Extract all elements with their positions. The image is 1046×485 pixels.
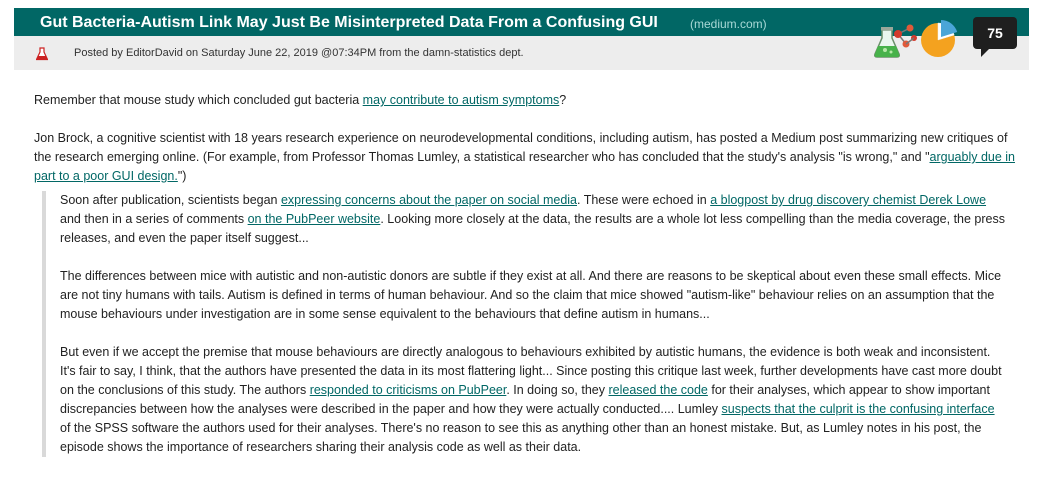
link-released-code[interactable]: released the code xyxy=(608,383,708,397)
story-paragraph-intro xyxy=(34,91,1024,110)
paragraph-text: ? xyxy=(559,93,567,107)
quote-paragraph-1 xyxy=(60,191,1005,248)
paragraph-text: But even if we accept the premise that mouse behaviours are directly analogous to behaviours exhibited by autistic humans, the evidence is both weak and inconsistent. It's fair to say, I think, that the authors have presented the data in its most flattering light... Since posting this critique last week, further developments have cast more doubt on the conclusions of this study. The authors xyxy=(60,345,1002,397)
flask-icon xyxy=(36,47,48,61)
blockquote xyxy=(42,191,1006,457)
paragraph-text: of the SPSS software the authors used for their analyses. There's no reason to see this as anything other than an honest mistake. But, as Lumley notes in his post, the episode shows the importance of researchers sharing their analysis code as well as their data. xyxy=(60,421,982,454)
story-title[interactable]: Gut Bacteria-Autism Link May Just Be Misinterpreted Data From a Confusing GUI xyxy=(40,14,658,31)
paragraph-text: ") xyxy=(177,169,187,183)
paragraph-text: . In doing so, they xyxy=(506,383,609,397)
link-poor-gui-design[interactable]: arguably due in part to a poor GUI design. xyxy=(34,150,1015,183)
paragraph-text: . Looking more closely at the data, the results are a whole lot less compelling than the media coverage, the press releases, and even the paper itself suggest... xyxy=(60,212,1005,245)
story-source[interactable]: (medium.com) xyxy=(690,17,767,31)
paragraph-text: Jon Brock, a cognitive scientist with 18 years research experience on neurodevelopmental conditions, including autism, has posted a Medium post summarizing new critiques of the research emerging online. (For example, from Professor Thomas Lumley, a statistical researcher who has concluded that the study's analysis "is wrong," and " xyxy=(34,131,1008,164)
comment-count-bubble[interactable] xyxy=(973,17,1017,49)
story-byline: Posted by EditorDavid on Saturday June 22, 2019 @07:34PM from the damn-statistics dept. xyxy=(74,47,524,59)
paragraph-text: . These were echoed in xyxy=(577,193,711,207)
link-pubpeer-website[interactable]: on the PubPeer website xyxy=(247,212,381,226)
quote-paragraph-2 xyxy=(60,267,1005,324)
link-confusing-interface[interactable]: suspects that the culprit is the confusing interface xyxy=(721,402,995,416)
link-responded-on-pubpeer[interactable]: responded to criticisms on PubPeer xyxy=(309,383,507,397)
comment-count: 75 xyxy=(987,25,1003,41)
paragraph-text: for their analyses, which appear to show important discrepancies between how the analyses were described in the paper and how they were actually conducted.... Lumley xyxy=(60,383,990,416)
paragraph-text: The differences between mice with autistic and non-autistic donors are subtle if they exist at all. And there are reasons to be skeptical about even these small effects. Mice are not tiny humans with tails. Autism is defined in terms of human behaviour. And so the claim that mice showed "autism-like" behaviour relies on an assumption that the mouse behaviours under investigation are in some sense equivalent to the behaviours that define autism in humans... xyxy=(60,269,1002,321)
story-paragraph-summary xyxy=(34,129,1024,186)
topic-science-icon[interactable] xyxy=(872,16,918,60)
link-derek-lowe-blogpost[interactable]: a blogpost by drug discovery chemist Derek Lowe xyxy=(710,193,987,207)
link-autism-symptoms[interactable]: may contribute to autism symptoms xyxy=(362,93,560,107)
paragraph-text: Soon after publication, scientists began xyxy=(60,193,281,207)
pie-chart-icon[interactable] xyxy=(918,18,958,58)
link-social-media-concerns[interactable]: expressing concerns about the paper on social media xyxy=(280,193,577,207)
paragraph-text: and then in a series of comments xyxy=(60,212,248,226)
quote-paragraph-3 xyxy=(60,343,1005,457)
paragraph-text: Remember that mouse study which concluded gut bacteria xyxy=(34,93,363,107)
